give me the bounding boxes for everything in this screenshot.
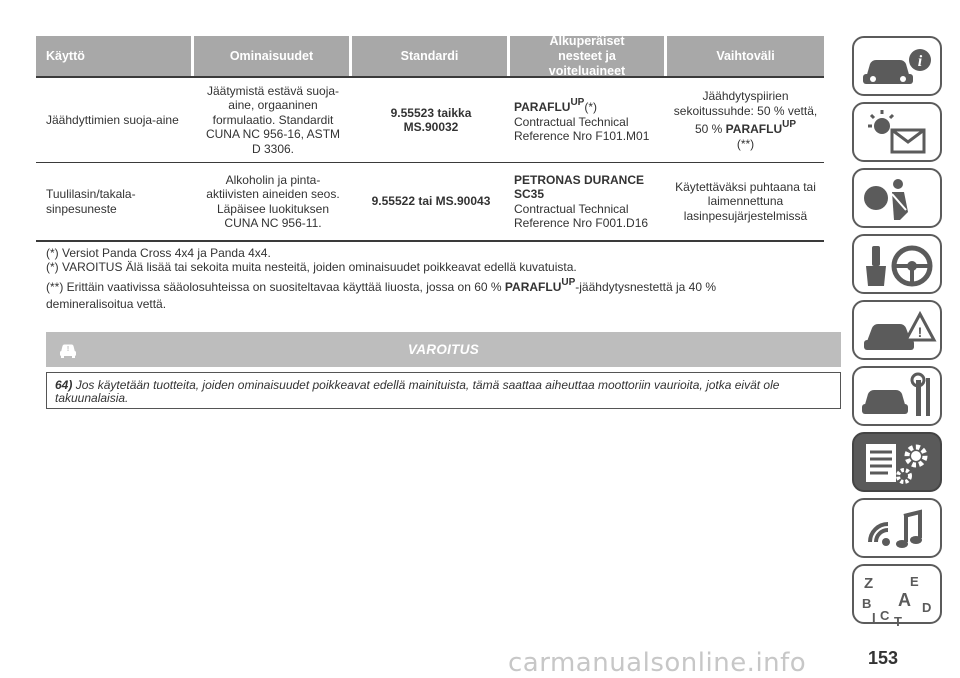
- footnotes: [46, 247, 836, 311]
- footnote-3-post: -jäähdytysnestettä ja 40 %: [575, 280, 717, 294]
- svg-text:I: I: [872, 610, 876, 625]
- table-row: [36, 163, 824, 240]
- fluid-brand: PARAFLU: [514, 100, 571, 115]
- tab-document-gear[interactable]: [852, 432, 942, 492]
- svg-text:!: !: [66, 346, 70, 353]
- cell-standard: [352, 78, 510, 162]
- svg-text:Z: Z: [864, 575, 874, 592]
- fluid-desc: Contractual Technical Reference Nro F001.D16: [514, 201, 649, 230]
- header-standard: Standardi: [352, 36, 510, 76]
- watermark: carmanualsonline.info: [508, 648, 807, 678]
- header-interval: Vaihtoväli: [667, 36, 824, 76]
- header-fluids: [510, 33, 667, 78]
- fluid-brand-sup: UP: [570, 97, 585, 109]
- interval-text: Käytettäväksi puhtaana tai laimennettuna lasinpesujärjestelmissä: [675, 179, 816, 223]
- car-warning-icon: [858, 304, 938, 358]
- warning-box: [46, 372, 841, 409]
- fluid-brand: PETRONAS DURANCE SC35: [514, 172, 645, 201]
- cell-properties: [194, 78, 352, 162]
- fluid-desc: Contractual Technical Reference Nro F101.M01: [514, 114, 650, 144]
- interval-text: Jäähdytyspiirien sekoitussuhde: 50 % vettä, 50 %: [673, 89, 818, 136]
- interval-brand: PARAFLU: [725, 122, 783, 136]
- footnote-2: (*) VAROITUS Älä lisää tai sekoita muita nesteitä, joiden ominaisuudet poikkeavat edellä kuvatuista.: [46, 259, 577, 274]
- lights-mail-icon: [858, 106, 938, 160]
- cell-use: [36, 163, 194, 240]
- warning-number: 64): [55, 378, 73, 392]
- warning-title: VAROITUS: [407, 342, 480, 357]
- tab-lights-mail[interactable]: [852, 102, 942, 162]
- specifications-table: [36, 33, 824, 242]
- footnote-3-sup: UP: [561, 277, 576, 288]
- svg-text:!: !: [917, 324, 923, 340]
- interval-text-wrap: [673, 89, 818, 137]
- svg-text:E: E: [910, 574, 919, 589]
- interval-brand-sup: UP: [782, 119, 797, 130]
- cell-use: Jäähdyttimien suoja-aine: [46, 112, 179, 127]
- footnote-3: [46, 276, 836, 295]
- satellite-music-icon: [858, 502, 938, 556]
- table-bottom-divider: [36, 240, 824, 242]
- use-text: Tuulilasin/takala-sinpesuneste: [46, 187, 136, 216]
- table-header: [36, 33, 824, 78]
- cell-fluid: [510, 78, 667, 162]
- header-properties: Ominaisuudet: [194, 36, 352, 76]
- table-row: [36, 78, 824, 162]
- fluid-mark: (*): [584, 100, 598, 115]
- svg-text:i: i: [917, 53, 923, 70]
- cell-interval: [667, 78, 824, 162]
- page-number: 153: [868, 648, 899, 668]
- cell-interval: [667, 163, 824, 240]
- footnote-1: (*) Versiot Panda Cross 4x4 ja Panda 4x4.: [46, 246, 271, 260]
- cell-fluid: [510, 163, 667, 240]
- warning-text: Jos käytetään tuotteita, joiden ominaisuudet poikkeavat edellä mainituista, tämä saattaa aiheuttaa moottoriin vaurioita, jotka eivät ole takuunalaisia.: [55, 378, 780, 405]
- footnote-3-line2: demineralisoitua vettä.: [46, 296, 167, 311]
- tab-alphabet-index[interactable]: [852, 564, 942, 628]
- fluid-brand-line: [514, 96, 597, 115]
- cell-properties: [194, 163, 352, 240]
- svg-text:A: A: [898, 590, 911, 610]
- header-use: Käyttö: [36, 36, 194, 76]
- tab-car-info[interactable]: [852, 36, 942, 96]
- warning-header: [46, 332, 841, 367]
- alphabet-index-icon: [858, 568, 938, 628]
- svg-text:B: B: [862, 596, 872, 611]
- header-fluids-label: Alkuperäiset nesteet ja voiteluaineet: [548, 33, 626, 78]
- car-warning-icon: [56, 337, 80, 361]
- tab-key-steering[interactable]: [852, 234, 942, 294]
- standard-text: 9.55523 taikka MS.90032: [390, 105, 472, 134]
- footnote-3-pre: (**) Erittäin vaativissa sääolosuhteissa on suositeltavaa käyttää liuosta, jossa on 60 %: [46, 280, 502, 294]
- properties-text: Alkoholin ja pinta-aktiivisten aineiden seos. Läpäisee luokituksen CUNA NC 956-11.: [206, 172, 340, 230]
- svg-text:C: C: [880, 608, 890, 623]
- svg-text:D: D: [922, 600, 932, 615]
- car-tools-icon: [858, 370, 938, 424]
- footnote-3-brand: PARAFLU: [504, 280, 562, 294]
- properties-text: Jäätymistä estävä suoja-aine, orgaaninen formulaatio. Standardit CUNA NC 956-16, ASTM D 3306.: [205, 83, 341, 156]
- airbag-seat-icon: [858, 172, 938, 226]
- interval-mark: (**): [736, 136, 755, 151]
- car-info-icon: [858, 40, 938, 94]
- tab-car-tools[interactable]: [852, 366, 942, 426]
- svg-text:T: T: [894, 614, 902, 628]
- tab-car-warning[interactable]: [852, 300, 942, 360]
- key-steering-wheel-icon: [858, 238, 938, 292]
- cell-standard: 9.55522 tai MS.90043: [371, 194, 491, 209]
- document-gear-icon: [858, 436, 938, 490]
- tab-airbag[interactable]: [852, 168, 942, 228]
- tab-satellite-music[interactable]: [852, 498, 942, 558]
